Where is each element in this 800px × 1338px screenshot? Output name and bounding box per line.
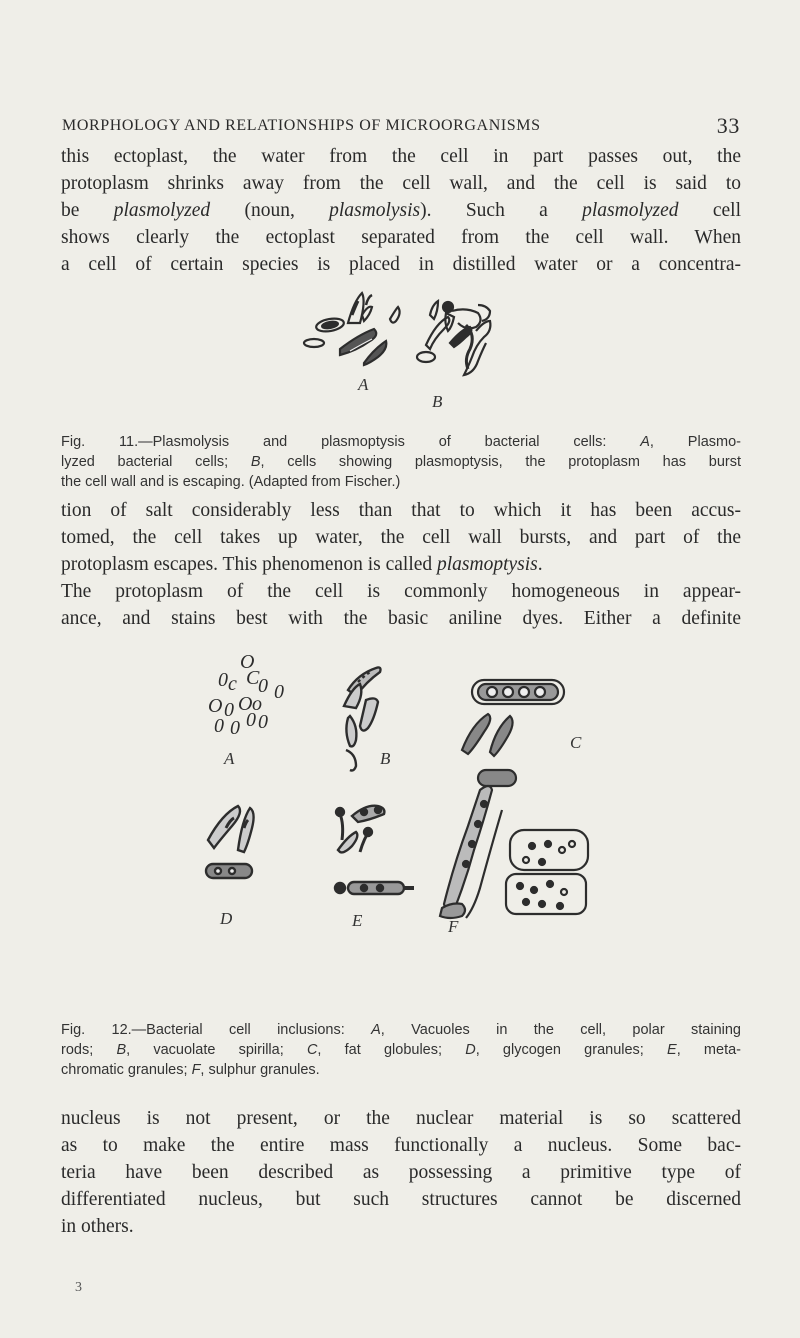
sulphur-granules-drawing: [440, 786, 588, 918]
text-line: ance, and stains best with the basic aniline dyes. Either a definite: [61, 608, 741, 629]
caption-letter: B: [250, 454, 261, 470]
plasmoptysis-cells-drawing: [417, 301, 490, 375]
running-head-title: MORPHOLOGY AND RELATIONSHIPS OF MICROORGANISMS: [62, 117, 541, 134]
text-line: in others.: [61, 1216, 134, 1237]
text-line: a cell of certain species is placed in distilled water or a concentra-: [61, 254, 741, 275]
text-line: teria have been described as possessing a primitive type of: [61, 1162, 741, 1183]
svg-text:0: 0: [274, 681, 284, 703]
text-line: protoplasm escapes. This phenomenon is called plasmoptysis.: [61, 554, 543, 575]
text-line: be plasmolyzed (noun, plasmolysis). Such a plasmolyzed cell: [61, 200, 741, 221]
svg-text:C: C: [246, 667, 260, 689]
svg-text:0: 0: [230, 717, 240, 739]
glycogen-granules-drawing: [206, 806, 254, 878]
fat-globules-drawing: [462, 680, 564, 786]
svg-text:O: O: [238, 693, 253, 715]
caption-letter: B: [116, 1042, 127, 1058]
svg-text:0: 0: [246, 709, 256, 731]
text-line: shows clearly the ectoplast separated from the cell wall. When: [61, 227, 741, 248]
text-line: as to make the entire mass functionally a nucleus. Some bac-: [61, 1135, 741, 1156]
caption-letter: C: [306, 1042, 318, 1058]
caption-line: lyzed bacterial cells; B, cells showing plasmoptysis, the protoplasm has burst: [61, 454, 741, 470]
figure-12-label-c: C: [570, 733, 582, 752]
figure-12-label-a: A: [224, 749, 235, 768]
text-line: nucleus is not present, or the nuclear material is so scattered: [61, 1108, 741, 1129]
svg-text:0: 0: [218, 669, 228, 691]
figure-12-illustration: [180, 640, 640, 1010]
paragraph-3: [61, 1105, 741, 1240]
figure-12-caption: [61, 1020, 741, 1080]
signature-mark: 3: [75, 1280, 82, 1295]
italic-term: plasmolyzed: [113, 200, 211, 221]
text-line: tion of salt considerably less than that to which it has been accus-: [61, 500, 741, 521]
metachromatic-granules-drawing: [335, 806, 414, 894]
paragraph-2: [61, 497, 741, 632]
caption-letter: F: [191, 1062, 201, 1078]
caption-line: rods; B, vacuolate spirilla; C, fat globules; D, glycogen granules; E, meta-: [61, 1042, 741, 1058]
svg-text:O: O: [208, 695, 223, 717]
caption-letter: A: [371, 1022, 381, 1038]
text-line: this ectoplast, the water from the cell in part passes out, the: [61, 146, 741, 167]
figure-12-label-b: B: [380, 749, 391, 768]
figure-12-label-d: D: [220, 909, 233, 928]
italic-term: plasmolyzed: [582, 200, 679, 221]
figure-12-label-f: F: [448, 917, 459, 936]
paragraph-1: [61, 143, 741, 278]
text-line: protoplasm shrinks away from the cell wall, and the cell is said to: [61, 173, 741, 194]
italic-term: plasmolysis: [329, 200, 421, 221]
text-line: differentiated nucleus, but such structures cannot be discerned: [61, 1189, 741, 1210]
vacuolate-spirilla-drawing: [344, 668, 381, 771]
figure-11-label-a: A: [358, 375, 369, 394]
svg-text:0: 0: [258, 675, 268, 697]
caption-letter: A: [640, 434, 650, 450]
text-line: tomed, the cell takes up water, the cell wall bursts, and part of the: [61, 527, 741, 548]
svg-text:o: o: [252, 693, 262, 715]
figure-11-label-b: B: [432, 392, 443, 411]
caption-letter: E: [667, 1042, 677, 1058]
caption-letter: D: [465, 1042, 476, 1058]
italic-term: plasmoptysis: [437, 554, 538, 575]
figure-11-illustration: [300, 285, 520, 425]
caption-line: the cell wall and is escaping. (Adapted from Fischer.): [61, 474, 401, 490]
page-number: 33: [716, 113, 740, 138]
figure-12-label-e: E: [352, 911, 363, 930]
caption-line: Fig. 11.—Plasmolysis and plasmoptysis of bacterial cells: A, Plasmo-: [61, 434, 741, 450]
figure-11-caption: [61, 432, 741, 492]
svg-text:0: 0: [224, 699, 234, 721]
running-head: [60, 115, 740, 139]
caption-line: chromatic granules; F, sulphur granules.: [61, 1062, 320, 1078]
svg-text:c: c: [228, 673, 237, 695]
plasmolyzed-cells-drawing: [304, 293, 400, 365]
svg-text:0: 0: [258, 711, 268, 733]
svg-text:O: O: [240, 651, 255, 673]
vacuoles-drawing: [208, 651, 284, 739]
svg-text:0: 0: [214, 715, 224, 737]
text-line: The protoplasm of the cell is commonly homogeneous in appear-: [61, 581, 741, 602]
caption-line: Fig. 12.—Bacterial cell inclusions: A, Vacuoles in the cell, polar staining: [61, 1022, 741, 1038]
